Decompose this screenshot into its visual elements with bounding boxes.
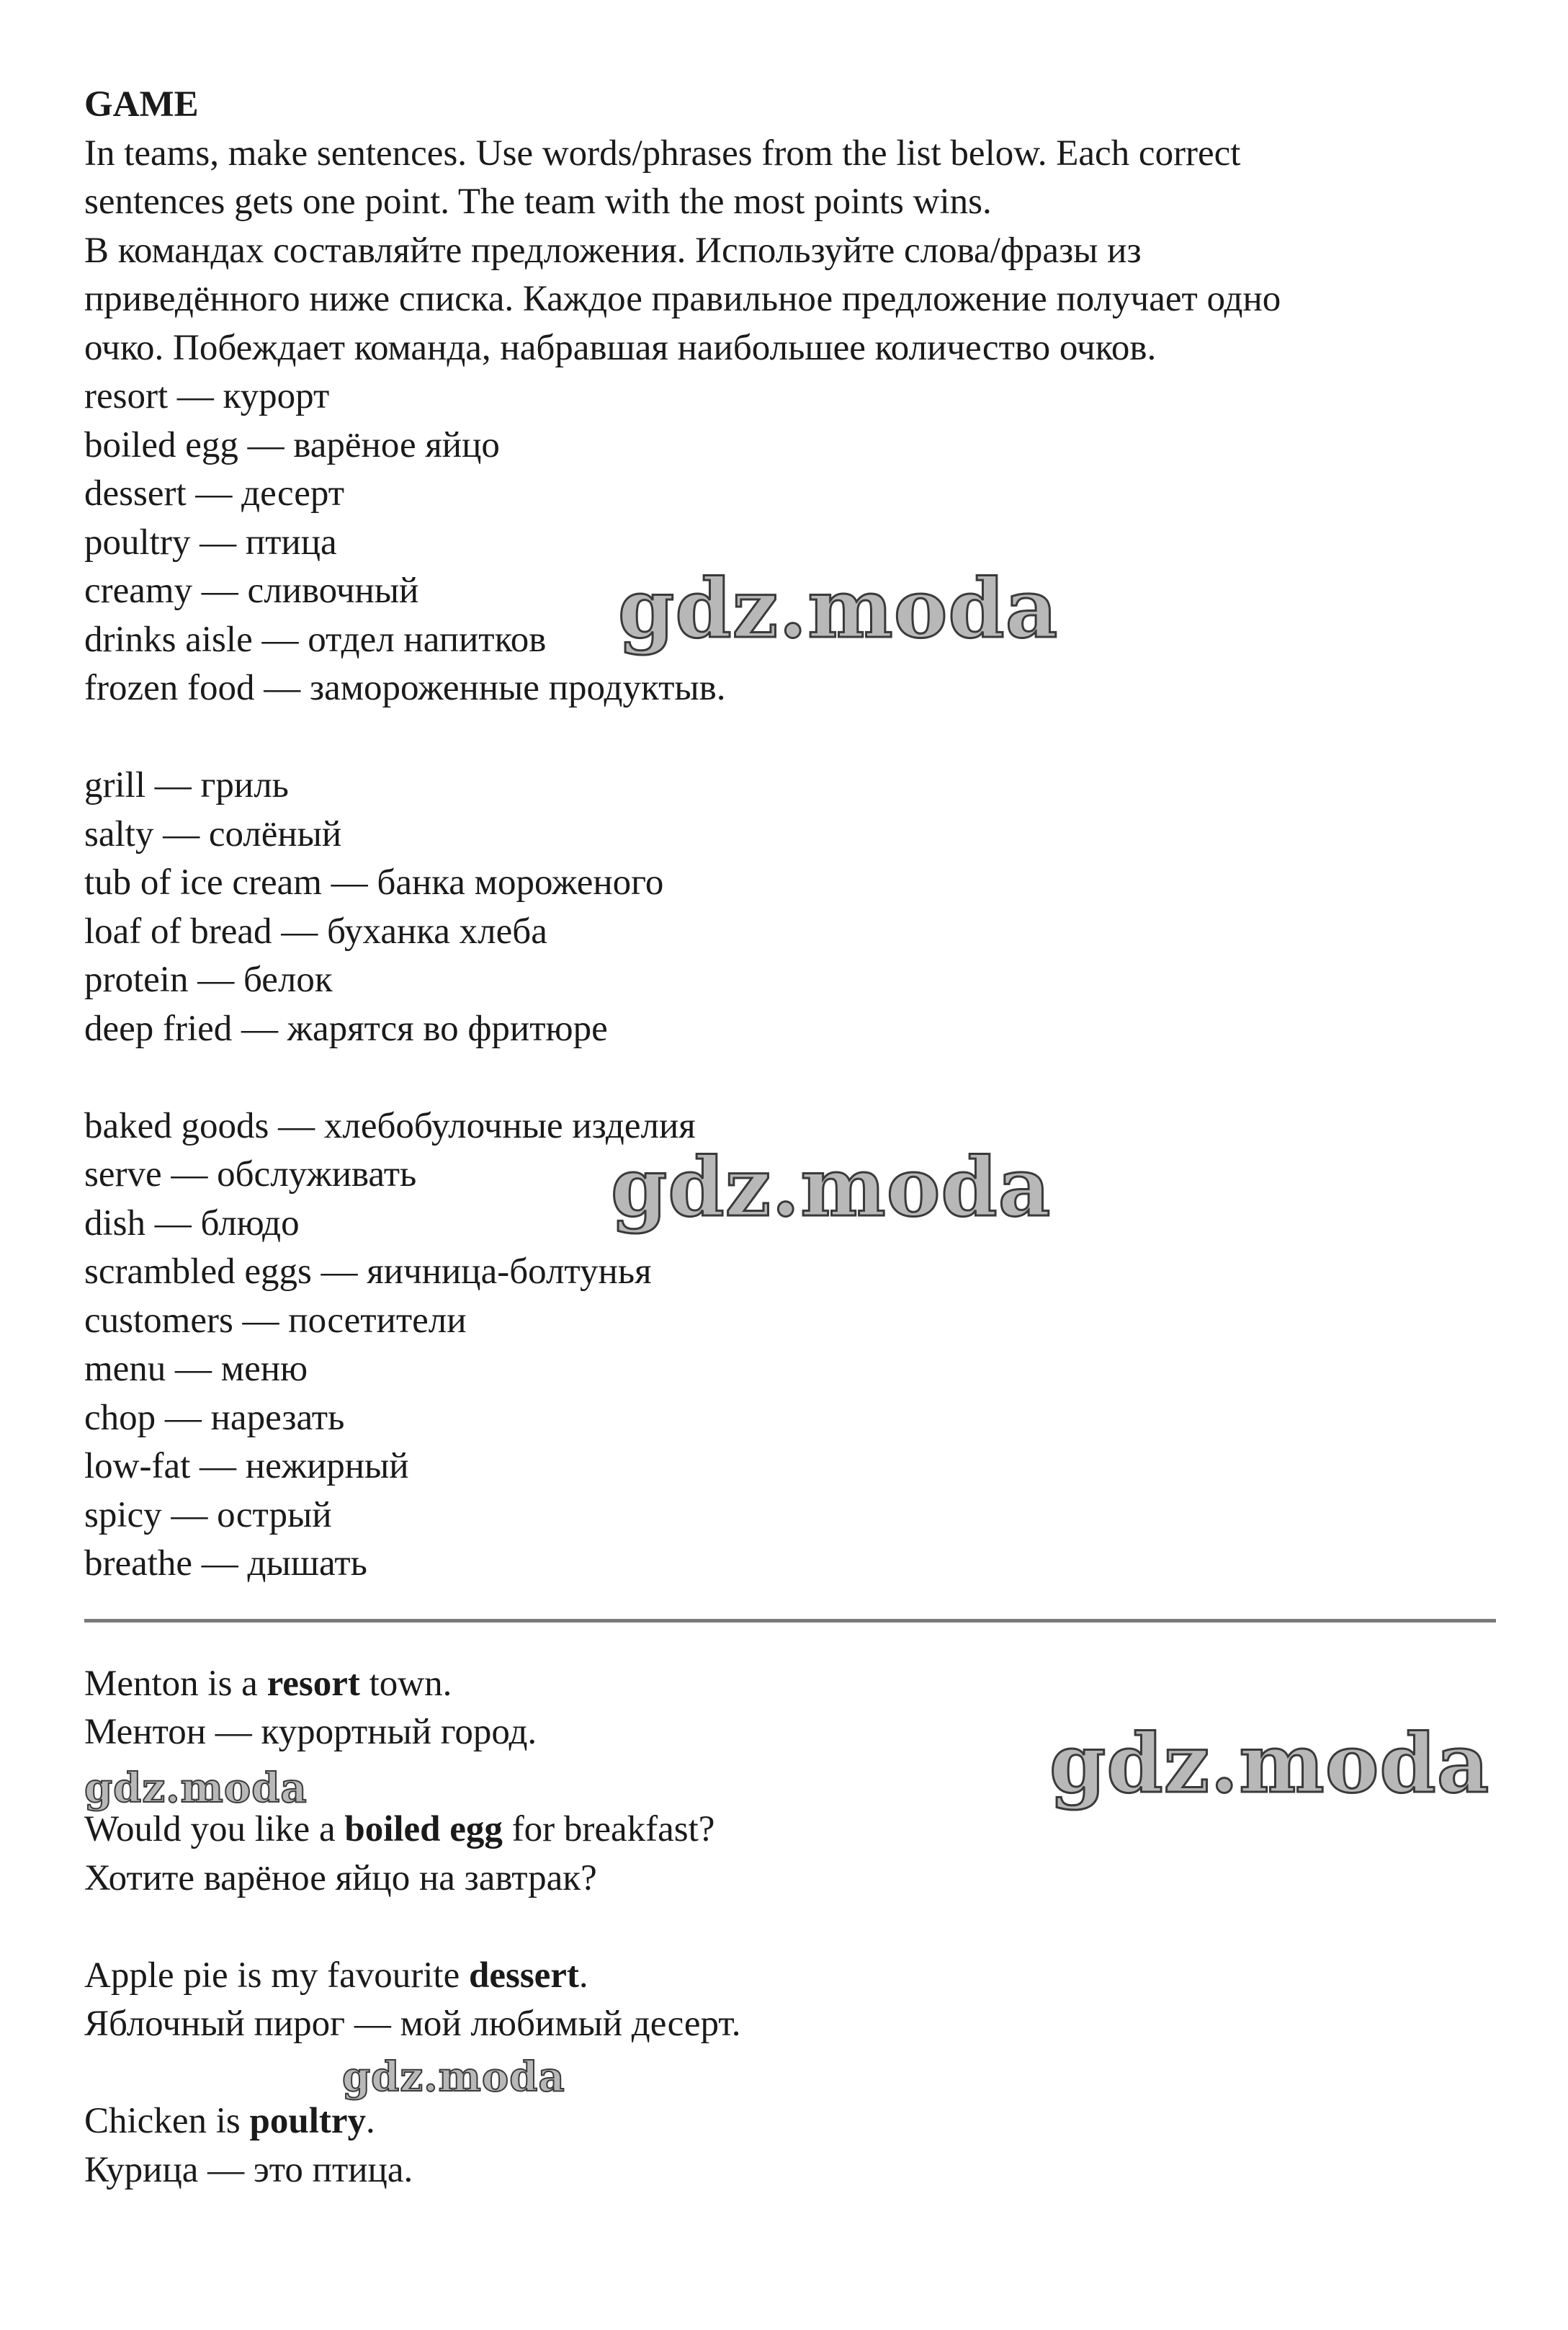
vocab-item: breathe — дышать xyxy=(84,1543,367,1584)
vocab-item: loaf of bread — буханка хлеба xyxy=(84,911,547,952)
intro-ru-line: В командах составляйте предложения. Используйте слова/фразы из xyxy=(84,230,1142,271)
vocab-item: serve — обслуживать xyxy=(84,1154,417,1195)
highlighted-word: resort xyxy=(266,1663,360,1704)
vocab-item: tub of ice cream — банка мороженого xyxy=(84,862,664,903)
vocab-item: low-fat — нежирный xyxy=(84,1446,409,1486)
spacer xyxy=(84,1903,1496,1952)
vocab-item: menu — меню xyxy=(84,1349,308,1389)
section-divider xyxy=(84,1619,1496,1622)
document-page xyxy=(84,81,1496,2195)
example-sentence-ru: Хотите варёное яйцо на завтрак? xyxy=(84,1857,597,1898)
vocab-item: dish — блюдо xyxy=(84,1202,300,1244)
vocab-item: dessert — десерт xyxy=(84,473,344,514)
vocab-item: grill — гриль xyxy=(84,765,289,805)
watermark-logo: gdz.moda xyxy=(84,1764,308,1812)
vocab-group-2 xyxy=(84,762,1496,1053)
highlighted-word: dessert xyxy=(468,1955,579,1996)
example-poultry xyxy=(84,2097,1496,2195)
example-boiled-egg xyxy=(84,1805,1496,1903)
highlighted-word: boiled egg xyxy=(344,1809,503,1849)
example-sentence-en: Apple pie is my favourite dessert. xyxy=(84,1955,588,1996)
vocab-item: scrambled eggs — яичница-болтунья xyxy=(84,1251,652,1292)
vocab-item: spicy — острый xyxy=(84,1494,332,1535)
intro-en-line: sentences gets one point. The team with the most points wins. xyxy=(84,182,992,222)
example-sentence-en: Chicken is poultry. xyxy=(84,2101,375,2141)
watermark-logo: gdz.moda xyxy=(342,2053,565,2101)
intro-ru-line: приведённого ниже списка. Каждое правильное предложение получает одно xyxy=(84,279,1281,319)
vocab-item: customers — посетители xyxy=(84,1300,467,1341)
watermark-logo: gdz.moda xyxy=(618,562,1059,656)
spacer xyxy=(84,1053,1496,1102)
watermark-logo: gdz.moda xyxy=(611,1141,1052,1235)
vocab-item: chop — нарезать xyxy=(84,1397,345,1438)
example-sentence-en: Would you like a boiled egg for breakfast? xyxy=(84,1809,715,1849)
example-sentence-ru: Курица — это птица. xyxy=(84,2149,413,2190)
example-dessert xyxy=(84,1952,1496,2049)
example-sentence-ru: Ментон — курортный город. xyxy=(84,1712,537,1752)
vocab-item: creamy — сливочный xyxy=(84,571,419,611)
highlighted-word: poultry xyxy=(249,2101,367,2141)
example-sentence-ru: Яблочный пирог — мой любимый десерт. xyxy=(84,2004,741,2044)
watermark-logo: gdz.moda xyxy=(1049,1717,1490,1811)
intro-ru-line: очко. Побеждает команда, набравшая наибольшее количество очков. xyxy=(84,327,1157,368)
game-title: GAME xyxy=(84,84,199,125)
vocab-item: resort — курорт xyxy=(84,376,330,416)
spacer xyxy=(84,2049,1496,2101)
vocab-item: frozen food — замороженные продуктыв. xyxy=(84,668,726,708)
vocab-item: boiled egg — варёное яйцо xyxy=(84,424,500,465)
vocab-group-1 xyxy=(84,372,1496,713)
intro-en-line: In teams, make sentences. Use words/phrases from the list below. Each correct xyxy=(84,133,1241,174)
vocab-item: poultry — птица xyxy=(84,522,337,563)
example-sentence-en: Menton is a resort town. xyxy=(84,1663,452,1704)
spacer xyxy=(84,713,1496,762)
vocab-item: protein — белок xyxy=(84,960,333,1000)
vocab-item: deep fried — жарятся во фритюре xyxy=(84,1008,608,1049)
vocab-item: salty — солёный xyxy=(84,813,342,854)
vocab-item: drinks aisle — отдел напитков xyxy=(84,619,547,660)
vocab-item: baked goods — хлебобулочные изделия xyxy=(84,1105,696,1146)
